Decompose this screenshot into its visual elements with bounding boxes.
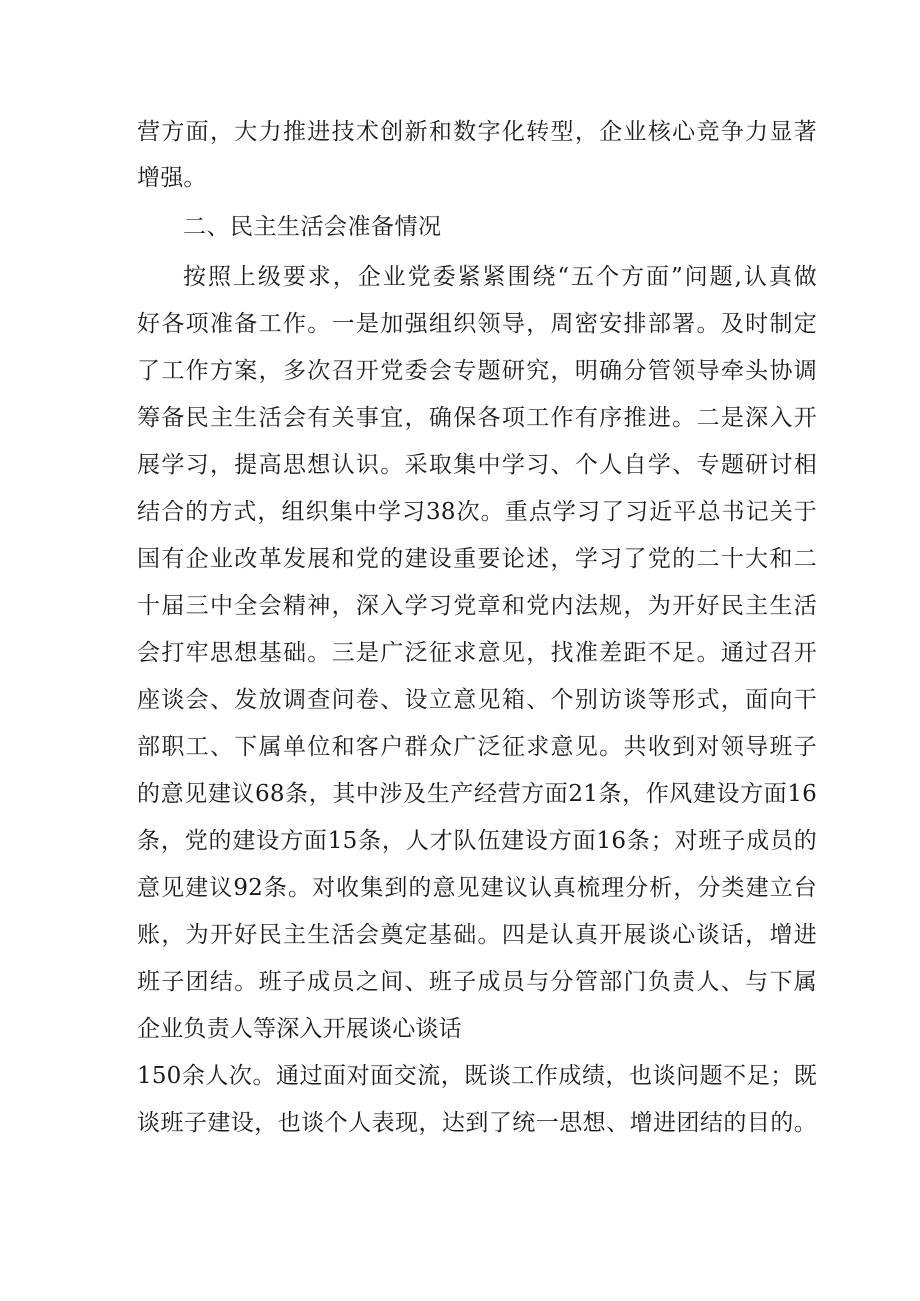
body-text-line: 企业负责人等深入开展谈心谈话 [137,1016,462,1042]
body-text-line: 好各项准备工作。一是加强组织领导，周密安排部署。及时制定 [137,311,817,337]
body-text-line: 了工作方案，多次召开党委会专题研究，明确分管领导牵头协调 [137,358,817,384]
body-text-line: 150余人次。通过面对面交流，既谈工作成绩，也谈问题不足；既 [137,1063,817,1089]
body-text-line: 会打牢思想基础。三是广泛征求意见，找准差距不足。通过召开 [137,640,817,666]
body-text-line: 展学习，提高思想认识。采取集中学习、个人自学、专题研讨相 [137,452,817,478]
body-text-line: 按照上级要求，企业党委紧紧围绕“五个方面”问题,认真做 [183,264,817,290]
body-text-line: 班子团结。班子成员之间、班子成员与分管部门负责人、与下属 [137,969,817,995]
body-text-line: 的意见建议68条，其中涉及生产经营方面21条，作风建设方面16 [137,781,817,807]
body-text-line: 增强。 [137,165,207,191]
section-heading: 二、民主生活会准备情况 [183,214,442,240]
body-text-line: 部职工、下属单位和客户群众广泛征求意见。共收到对领导班子 [137,734,817,760]
body-text-line: 营方面，大力推进技术创新和数字化转型，企业核心竞争力显著 [137,119,817,145]
body-text-line: 谈班子建设，也谈个人表现，达到了统一思想、增进团结的目的。 [137,1110,817,1136]
body-text-line: 国有企业改革发展和党的建设重要论述，学习了党的二十大和二 [137,546,817,572]
body-text-line: 座谈会、发放调查问卷、设立意见箱、个别访谈等形式，面向干 [137,687,817,713]
body-text-line: 账，为开好民主生活会奠定基础。四是认真开展谈心谈话，增进 [137,922,817,948]
body-text-line: 十届三中全会精神，深入学习党章和党内法规，为开好民主生活 [137,593,817,619]
body-text-line: 筹备民主生活会有关事宜，确保各项工作有序推进。二是深入开 [137,405,817,431]
body-text-line: 意见建议92条。对收集到的意见建议认真梳理分析，分类建立台 [137,875,817,901]
body-text-line: 条，党的建设方面15条，人才队伍建设方面16条；对班子成员的 [137,828,817,854]
body-text-line: 结合的方式，组织集中学习38次。重点学习了习近平总书记关于 [137,499,817,525]
